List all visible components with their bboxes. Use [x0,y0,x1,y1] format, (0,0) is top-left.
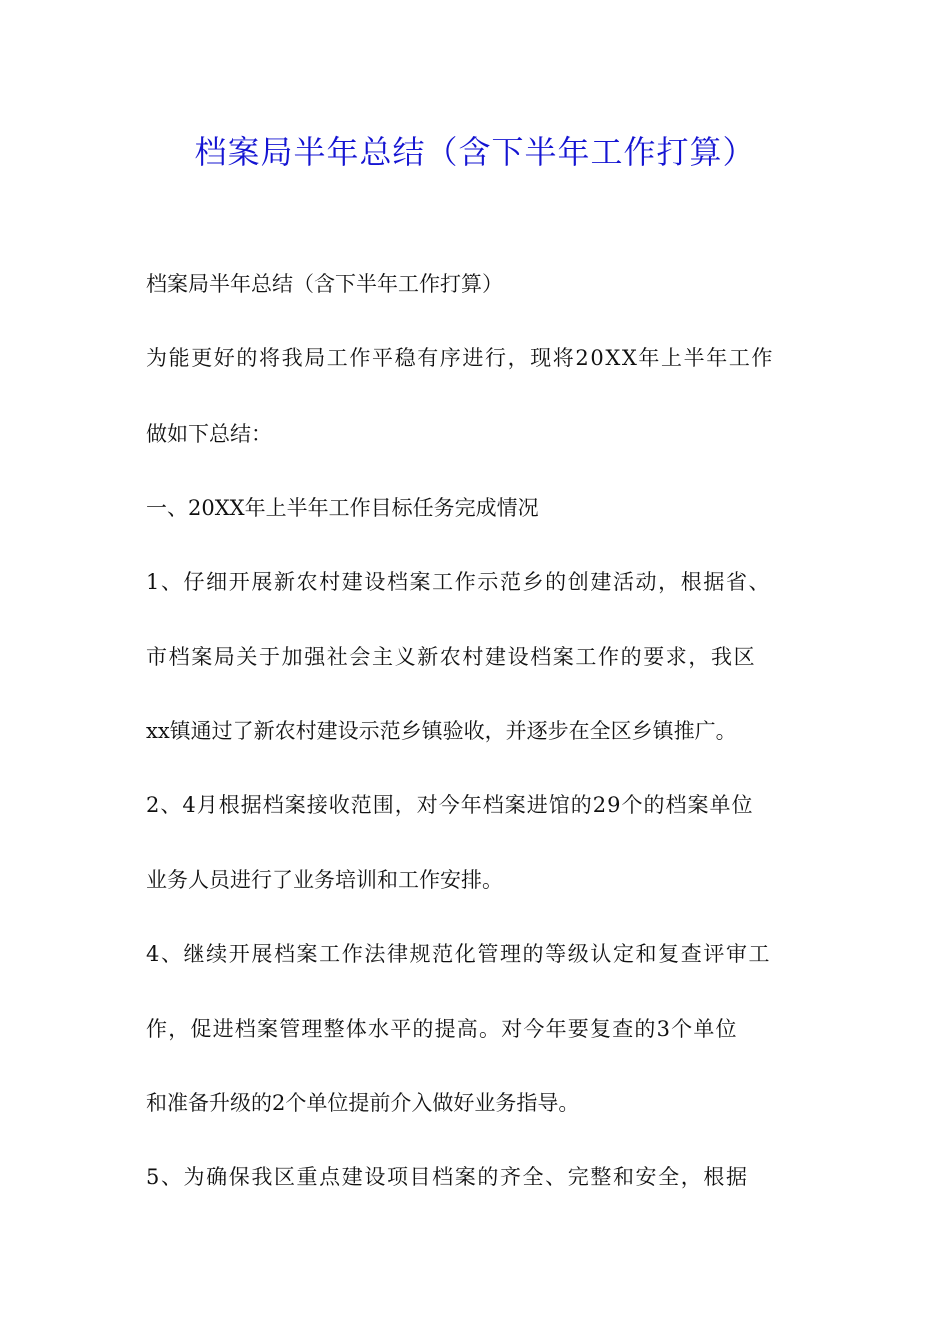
body-line: 市档案局关于加强社会主义新农村建设档案工作的要求，我区 [146,645,757,669]
body-line: 1、仔细开展新农村建设档案工作示范乡的创建活动，根据省、 [146,570,772,594]
body-line: 为能更好的将我局工作平稳有序进行，现将20XX年上半年工作 [146,346,775,370]
body-line: 5、为确保我区重点建设项目档案的齐全、完整和安全，根据 [146,1165,749,1189]
body-line: 4、继续开展档案工作法律规范化管理的等级认定和复查评审工 [146,942,772,966]
body-line: xx镇通过了新农村建设示范乡镇验收，并逐步在全区乡镇推广。 [146,719,737,743]
body-line: 业务人员进行了业务培训和工作安排。 [146,868,503,892]
body-line: 2、4月根据档案接收范围，对今年档案进馆的29个的档案单位 [146,793,754,817]
body-line: 做如下总结： [146,422,272,446]
section-heading: 一、20XX年上半年工作目标任务完成情况 [146,496,539,520]
body-line: 作，促进档案管理整体水平的提高。对今年要复查的3个单位 [146,1017,738,1041]
body-line: 档案局半年总结（含下半年工作打算） [146,272,503,296]
document-title: 档案局半年总结（含下半年工作打算） [194,133,756,171]
body-line: 和准备升级的2个单位提前介入做好业务指导。 [146,1091,580,1115]
